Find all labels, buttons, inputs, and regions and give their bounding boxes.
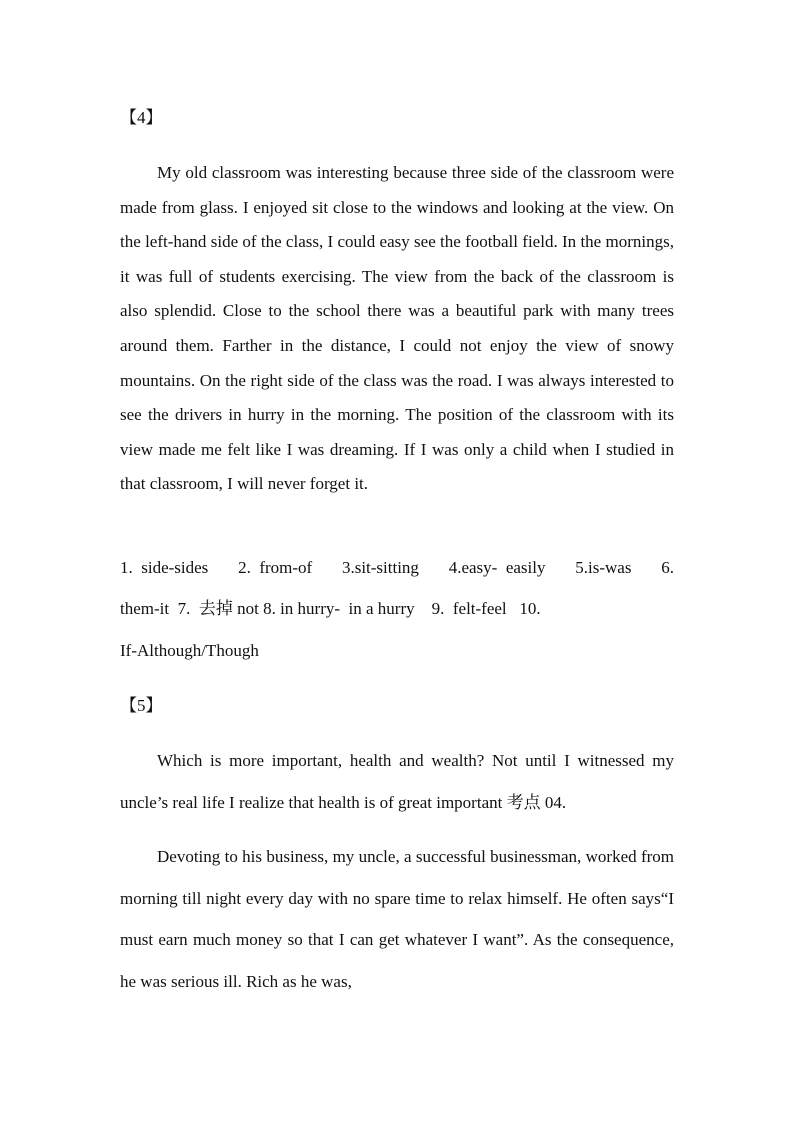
answer-line-2 xyxy=(120,599,674,619)
answer-line-3 xyxy=(120,641,674,661)
section-5-paragraph-1: Which is more important, health and wealth? Not until I witnessed my uncle’s real life I realize that health is of great important 考点 04. xyxy=(120,751,674,812)
answer-item: 6. xyxy=(661,558,674,577)
section-5-paragraph-2: Devoting to his business, my uncle, a successful businessman, worked from morning till night every day with no spare time to relax himself. He often says“I must earn much money so that I can get whatever I want”. As the consequence, he was serious ill. Rich as he was, xyxy=(120,847,674,991)
answer-item: 4.easy- easily xyxy=(448,558,546,577)
answer-line-1 xyxy=(120,558,674,578)
answer-text: If-Although/Though xyxy=(120,641,259,660)
section-5-marker: 【5】 xyxy=(120,696,163,715)
answer-item: 5.is-was xyxy=(575,558,632,577)
answer-item: 1. side-sides xyxy=(120,558,209,577)
answer-item: 2. from-of xyxy=(238,558,313,577)
answer-text: them-it 7. 去掉 not 8. in hurry- in a hurry 9. felt-feel 10. xyxy=(120,599,541,618)
answer-item: 3.sit-sitting xyxy=(341,558,419,577)
section-4-passage: My old classroom was interesting because three side of the classroom were made from glass. I enjoyed sit close to the windows and looking at the view. On the left-hand side of the class, I could easy see the football field. In the mornings, it was full of students exercising. The view from the back of the classroom is also splendid. Close to the school there was a beautiful park with many trees around them. Farther in the distance, I could not enjoy the view of snowy mountains. On the right side of the class was the road. I was always interested to see the drivers in hurry in the morning. The position of the classroom with its view made me felt like I was dreaming. If I was only a child when I studied in that classroom, I will never forget it. xyxy=(120,163,674,494)
section-4-marker: 【4】 xyxy=(120,108,163,127)
